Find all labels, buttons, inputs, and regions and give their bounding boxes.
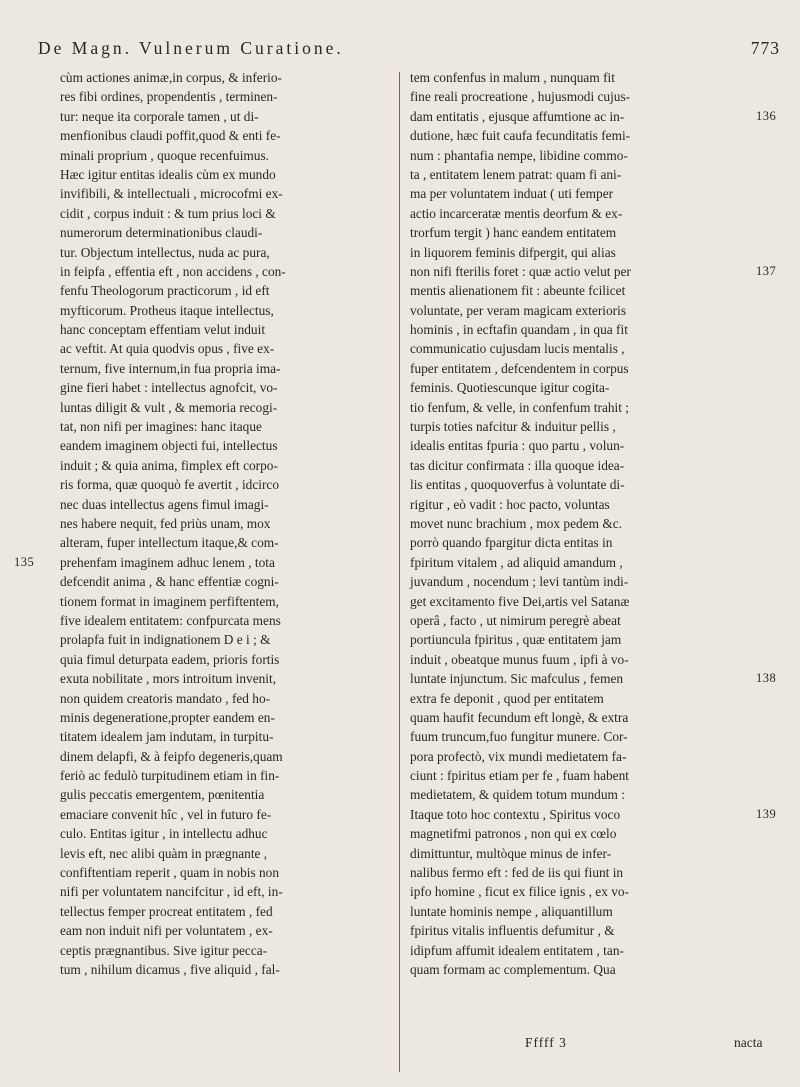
text-line: nec duas intellectus agens fimul imagi- — [60, 496, 269, 512]
text-line: tio fenfum, & velle, in confenfum trahit ; — [410, 399, 629, 415]
text-line: non nifi fterilis foret : quæ actio velut per — [410, 263, 631, 279]
text-line: gine fieri habet : intellectus agnofcit, vo- — [60, 380, 278, 396]
text-line: luntate hominis nempe , aliquantillum — [410, 903, 613, 919]
text-line: confiftentiam reperit , quam in nobis non — [60, 865, 280, 881]
text-line: minali proprium , quoque recenfuimus. — [60, 147, 270, 163]
text-line: turpis toties nafcitur & induitur pellis , — [410, 419, 616, 435]
margin-number: 135 — [14, 555, 35, 569]
text-line: ceptis prægnantibus. Sive igitur pecca- — [60, 942, 268, 958]
margin-number: 139 — [756, 807, 777, 822]
text-line: ternum, five internum,in fua propria ima- — [60, 360, 281, 376]
text-line: fuum truncum,fuo fungitur munere. Cor- — [410, 729, 628, 745]
text-line: in liquorem feminis difpergit, qui alias — [410, 244, 616, 260]
text-line: induit , obeatque munus fuum , ipfi à vo- — [410, 651, 629, 667]
text-line: minis degeneratione,propter eandem en- — [60, 709, 275, 725]
text-line: fpiritum vitalem , ad aliquid amandum , — [410, 554, 623, 570]
text-line: ac veftit. At quia quodvis opus , five ex- — [60, 341, 275, 357]
running-title: De Magn. Vulnerum Curatione. — [38, 38, 344, 58]
text-line: actio incarceratæ mentis deorfum & ex- — [410, 205, 623, 221]
text-line: nalibus fermo eft : fed de iis qui fiunt in — [410, 865, 624, 881]
margin-number: 136 — [756, 108, 777, 123]
text-line: Hæc igitur entitas idealis cùm ex mundo — [60, 166, 276, 182]
text-line: idipfum affumit idealem entitatem , tan- — [410, 942, 624, 958]
text-line: tionem format in imaginem perfiftentem, — [60, 593, 279, 609]
text-line: feriò ac fedulò turpitudinem etiam in fin- — [60, 768, 280, 784]
text-line: eam non induit nifi per voluntatem , ex- — [60, 923, 273, 939]
text-line: juvandum , nocendum ; levi tantùm indi- — [410, 574, 629, 590]
text-line: tas dicitur confirmata : illa quoque idea- — [410, 457, 625, 473]
margin-number: 138 — [756, 671, 777, 686]
right-text-column — [410, 68, 746, 979]
text-line: feminis. Quotiescunque igitur cogita- — [410, 380, 610, 396]
text-line: non quidem creatoris mandato , fed ho- — [60, 690, 271, 706]
text-line: medietatem, & quidem totum mundum : — [410, 787, 625, 803]
text-line: tur: neque ita corporale tamen , ut di- — [60, 108, 259, 124]
text-line: quam haufit fecundum eft longè, & extra — [410, 709, 629, 725]
left-text-column — [60, 68, 396, 979]
text-line: ma per voluntatem induat ( uti femper — [410, 186, 614, 202]
text-line: voluntate, per veram magicam exterioris — [410, 302, 627, 318]
text-line: fenfu Theologorum practicorum , id eft — [60, 283, 270, 299]
text-line: luntas diligit & vult , & memoria recogi- — [60, 399, 278, 415]
text-line: invifibili, & intellectuali , microcofmi ex- — [60, 186, 283, 202]
text-line: nes habere nequit, fed priùs unam, mox — [60, 515, 271, 531]
text-line: extra fe deponit , quod per entitatem — [410, 690, 604, 706]
text-line: portiuncula fpiritus , quæ entitatem jam — [410, 632, 622, 648]
text-line: quia fimul deturpata eadem, prioris fortis — [60, 651, 280, 667]
text-line: ipfo homine , ficut ex filice ignis , ex vo- — [410, 884, 630, 900]
column-divider — [399, 72, 400, 1072]
margin-number: 137 — [756, 264, 777, 278]
text-line: tellectus femper procreat entitatem , fed — [60, 903, 273, 919]
text-line: ta , entitatem lenem patrat: quam fi ani- — [410, 166, 622, 182]
text-line: cùm actiones animæ,in corpus, & inferio- — [60, 70, 282, 85]
text-line: dinem delapfi, & à feipfo degeneris,quam — [60, 748, 283, 764]
text-line: tem confenfus in malum , nunquam fit — [410, 70, 615, 85]
text-line: numerorum determinationibus claudi- — [60, 225, 263, 241]
text-line: ris forma, quæ quoquò fe avertit , idcirco — [60, 477, 279, 493]
text-line: five idealem entitatem: confpurcata mens — [60, 612, 281, 628]
text-line: magnetifmi patronos , non qui ex cœlo — [410, 826, 617, 842]
text-line: exuta nobilitate , mors introitum invenit, — [60, 671, 277, 687]
text-line: hanc conceptam effentiam velut induit — [60, 322, 266, 338]
text-line: culo. Entitas igitur , in intellectu adhuc — [60, 826, 268, 842]
text-line: mentis alienationem fit : abeunte fcilicet — [410, 283, 626, 299]
text-line: quam formam ac complementum. Qua — [410, 961, 616, 977]
text-line: alteram, fuper intellectum itaque,& com- — [60, 535, 279, 551]
text-line: lis entitas , quoquoverfus à voluntate di- — [410, 477, 625, 493]
text-line: titatem idealem jam indutam, in turpitu- — [60, 729, 274, 745]
text-line: operâ , facto , ut nimirum peregrè abeat — [410, 612, 621, 628]
text-line: luntate injunctum. Sic mafculus , femen — [410, 671, 624, 687]
text-line: Itaque toto hoc contextu , Spiritus voco — [410, 806, 621, 822]
text-line: pora profectò, vix mundi medietatem fa- — [410, 748, 627, 764]
text-line: trorfum tergit ) hanc eandem entitatem — [410, 225, 617, 241]
text-line: num : phantafia nempe, libidine commo- — [410, 147, 628, 163]
text-line: defcendit anima , & hanc effentiæ cogni- — [60, 574, 279, 590]
text-line: induit ; & quia anima, fimplex eft corpo- — [60, 457, 278, 473]
text-line: nifi per voluntatem nancifcitur , id eft, in- — [60, 884, 283, 900]
text-line: porrò quando fpargitur dicta entitas in — [410, 535, 613, 551]
text-line: get excitamento five Dei,artis vel Satanæ — [410, 593, 630, 609]
text-line: res fibi ordines, propendentis , terminen- — [60, 89, 278, 105]
text-line: menfionibus claudi poffit,quod & enti fe- — [60, 128, 281, 144]
text-line: fuper entitatem , defcendentem in corpus — [410, 360, 629, 376]
running-head — [38, 38, 780, 59]
text-line: prehenfam imaginem adhuc lenem , tota — [60, 554, 275, 570]
text-line: in feipfa , effentia eft , non accidens , con- — [60, 263, 286, 279]
text-line: tum , nihilum dicamus , five aliquid , fal- — [60, 961, 280, 977]
text-line: prolapfa fuit in indignationem D e i ; & — [60, 632, 271, 648]
text-line: eandem imaginem objecti fui, intellectus — [60, 438, 278, 454]
page-number: 773 — [750, 38, 780, 58]
text-line: myfticorum. Protheus itaque intellectus, — [60, 302, 274, 318]
signature-mark: Fffff 3 — [525, 1035, 567, 1050]
text-line: ciunt : fpiritus etiam per fe , fuam habent — [410, 768, 629, 784]
text-line: hominis , in ecftafin quandam , in qua fit — [410, 322, 628, 338]
text-line: tur. Objectum intellectus, nuda ac pura, — [60, 244, 270, 260]
text-line: idealis entitas fpuria : quo partu , volun- — [410, 438, 625, 454]
text-line: dimittuntur, multòque minus de infer- — [410, 845, 612, 861]
text-line: movet nunc brachium , mox pedem &c. — [410, 515, 622, 531]
text-line: levis eft, nec alibi quàm in prægnante , — [60, 845, 268, 861]
text-line: rigitur , eò vadit : hoc pacto, voluntas — [410, 496, 610, 512]
text-line: cidit , corpus induit : & tum prius loci & — [60, 205, 276, 221]
text-line: dam entitatis , ejusque affumtione ac in- — [410, 108, 625, 124]
catchword: nacta — [734, 1035, 763, 1050]
text-line: communicatio cujusdam lucis mentalis , — [410, 341, 625, 357]
text-line: tat, non nifi per imagines: hanc itaque — [60, 419, 262, 435]
text-line: gulis peccatis emergentem, pœnitentia — [60, 787, 265, 803]
text-line: dutione, hæc fuit caufa fecunditatis femi- — [410, 128, 631, 144]
text-line: fine reali procreatione , hujusmodi cujus- — [410, 89, 631, 105]
text-line: emaciare convenit hîc , vel in futuro fe- — [60, 806, 272, 822]
text-line: fpiritus vitalis influentis defumitur , & — [410, 923, 615, 939]
